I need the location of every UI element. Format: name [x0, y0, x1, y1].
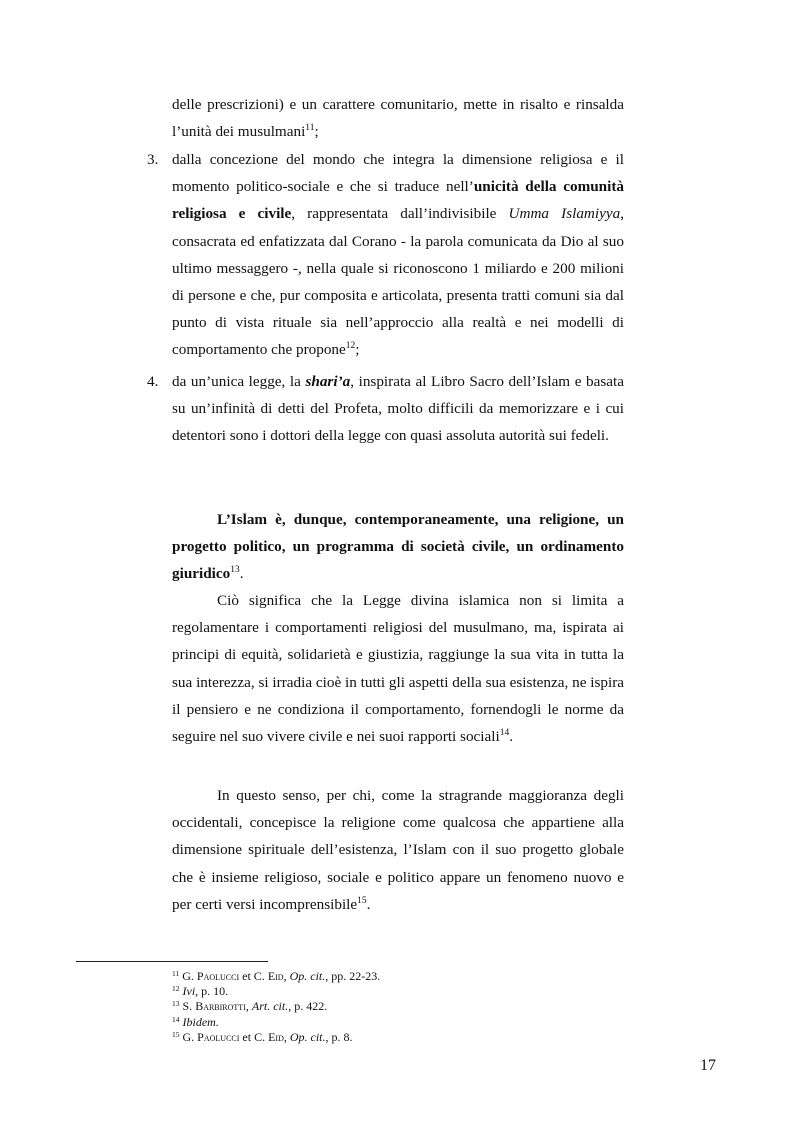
footnote-italic: Ivi	[182, 984, 196, 999]
footnote-text: , p. 422.	[288, 999, 328, 1014]
footnote-text: , p. 8.	[325, 1029, 353, 1044]
footnote-ref[interactable]: 12	[345, 341, 356, 352]
footnote-text: ,	[245, 999, 252, 1014]
punct: .	[509, 728, 513, 746]
footnote-text: ,	[283, 969, 290, 983]
footnote-number: 12	[172, 984, 180, 994]
punct: .	[366, 895, 371, 913]
list-number: 4.	[147, 373, 159, 390]
footnote-text: , pp. 22-23.	[325, 969, 381, 983]
footnote-italic: Art. cit.	[251, 999, 289, 1014]
continuation-text: delle prescrizioni) e un carattere comunitario, mette in risalto e rinsalda l’unità dei musulmani	[172, 96, 624, 141]
footnote-text: , p. 10.	[195, 984, 229, 999]
list-item-continuation	[172, 91, 624, 145]
footnote-text: G.	[182, 969, 197, 983]
bold-text: L’Islam è, dunque, contemporaneamente, una religione, un progetto politico, un programma di società civile, un ordinamento giuridico	[172, 511, 624, 583]
item-bold-text: unicità della comunità religiosa e civile	[172, 178, 624, 223]
footnote-author: Barbirotti	[195, 999, 246, 1014]
footnote-number: 13	[172, 999, 180, 1009]
footnote-text: S.	[182, 999, 196, 1014]
bold-paragraph	[172, 506, 624, 588]
footnote-number: 15	[172, 1029, 180, 1039]
footnote-author: Eid	[268, 1029, 284, 1044]
paragraph-text: Ciò significa che la Legge divina islamica non si limita a regolamentare i comportamenti religiosi del musulmano, ma, ispirata ai principi di equità, solidarietà e giustizia, raggiunge la sua vita in tutta la sua interezza, si irradia cioè in tutti gli aspetti della sua esistenza, ne ispira il pensiero e ne condiziona il comportamento, fornendogli le norme da seguire nel suo vivere civile e nei suoi rapporti sociali	[172, 592, 624, 746]
footnote-ref[interactable]: 13	[230, 565, 240, 576]
footnote-ref[interactable]: 14	[499, 728, 510, 739]
footnote	[172, 969, 624, 984]
footnote-text: ,	[283, 1029, 290, 1044]
footnote-italic: Op. cit.	[289, 969, 326, 983]
footnote-author: Eid	[267, 969, 284, 983]
footnote	[172, 1015, 624, 1030]
paragraph	[172, 587, 624, 750]
item-text: da un’unica legge, la	[172, 373, 306, 390]
footnote-ref[interactable]: 11	[305, 123, 315, 134]
item-text: dalla concezione del mondo che integra la dimensione religiosa e il momento politico-sociale e che si traduce nell’	[172, 151, 624, 196]
footnote-italic: Ibidem.	[182, 1014, 219, 1029]
footnote	[172, 984, 624, 999]
list-item	[172, 368, 624, 450]
list-item	[172, 146, 624, 364]
footnote-number: 11	[172, 969, 180, 978]
item-text: , inspirata al Libro Sacro dell’Islam e basata su un’infinità di detti del Profeta, molto difficili da memorizzare e i cui detentori sono i dottori della legge con quasi assoluta autorità sui fedeli.	[172, 373, 624, 445]
footnote-italic: Op. cit.	[289, 1029, 326, 1044]
footnote-author: Paolucci	[196, 969, 240, 983]
footnotes	[172, 969, 624, 1045]
page-number: 17	[700, 1057, 716, 1074]
item-bold-italic-text: shari’a	[305, 373, 351, 390]
list-number: 3.	[147, 151, 159, 168]
footnote-number: 14	[172, 1014, 180, 1024]
footnote-text: et C.	[239, 1029, 269, 1044]
footnote-text: et C.	[239, 969, 268, 983]
item-italic-text: Umma Islamiyya	[508, 205, 621, 223]
footnote	[172, 1030, 624, 1045]
footnote-text: G.	[182, 1029, 198, 1044]
punct: ;	[314, 123, 319, 141]
punct: .	[239, 565, 244, 583]
footnote	[172, 999, 624, 1014]
item-text: , rappresentata dall’indivisibile	[291, 205, 509, 223]
item-text: , consacrata ed enfatizzata dal Corano - la parola comunicata da Dio al suo ultimo messaggero -, nella quale si riconoscono 1 miliardo e 200 milioni di persone e che, pur composita e articolata, presenta tratti comuni sia dal punto di vista rituale sia nell’approccio alla realtà e nei modelli di comportamento che propone	[172, 205, 624, 359]
paragraph-text: In questo senso, per chi, come la stragrande maggioranza degli occidentali, concepisce la religione come qualcosa che appartiene alla dimensione spirituale dell’esistenza, l’Islam con il suo progetto globale che è insieme religioso, sociale e politico appare un fenomeno nuovo e per certi versi incomprensibile	[172, 787, 624, 913]
footnote-divider	[76, 961, 268, 962]
punct: ;	[355, 341, 360, 359]
footnote-ref[interactable]: 15	[357, 895, 367, 906]
paragraph	[172, 782, 624, 918]
footnote-author: Paolucci	[197, 1029, 240, 1044]
